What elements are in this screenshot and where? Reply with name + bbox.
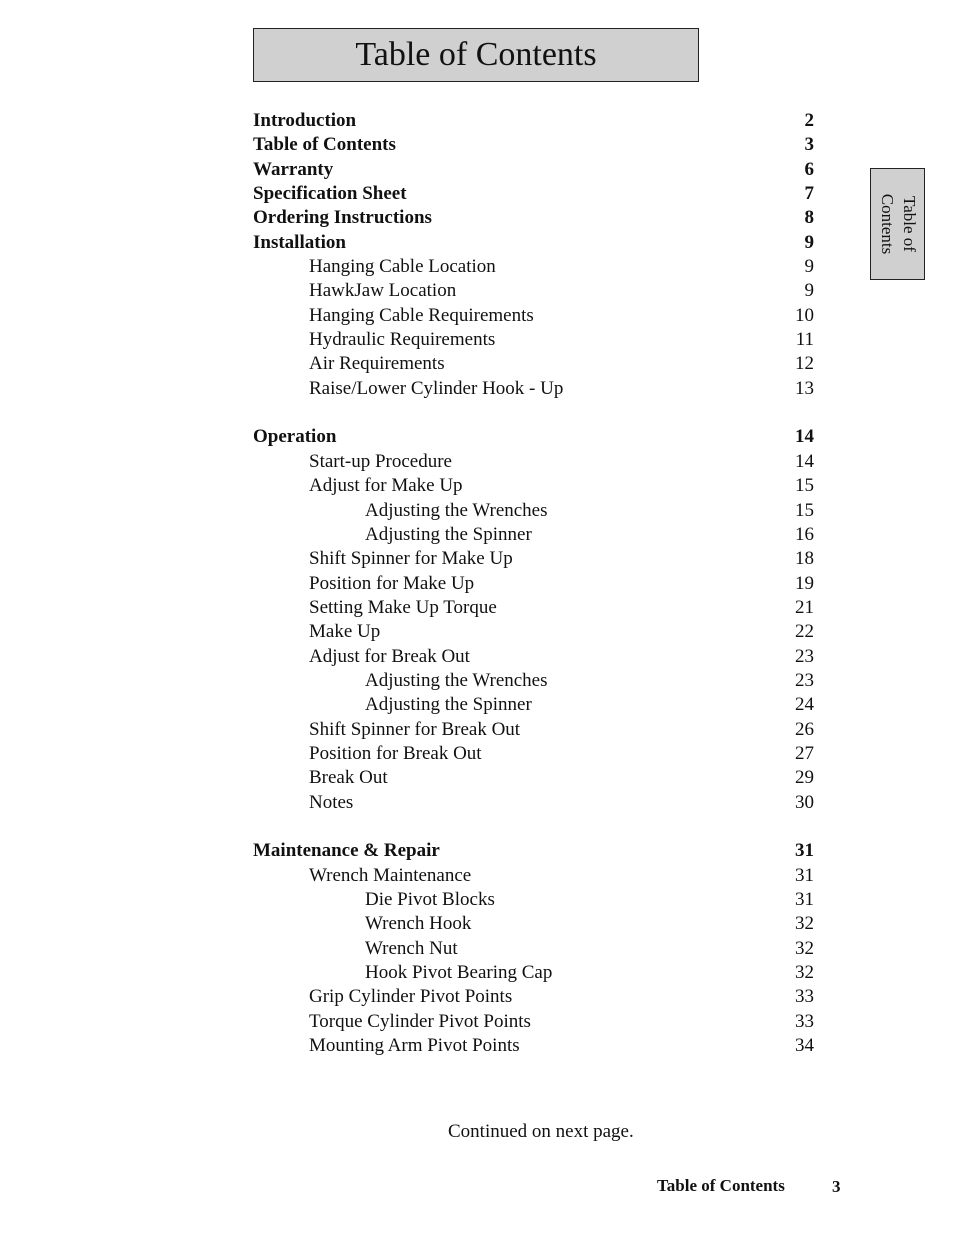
toc-entry-page: 6 [804, 158, 814, 180]
toc-entry[interactable] [253, 669, 814, 693]
toc-list [253, 109, 814, 1058]
toc-entry-page: 7 [804, 183, 814, 205]
toc-entry-label: Start-up Procedure [309, 450, 452, 472]
toc-entry-label: Air Requirements [309, 353, 445, 375]
toc-entry-label: Break Out [309, 767, 388, 789]
toc-entry-page: 12 [795, 353, 814, 375]
toc-entry-label: Operation [253, 426, 337, 448]
toc-entry-page: 9 [804, 256, 814, 278]
toc-entry[interactable] [253, 133, 814, 157]
toc-entry[interactable] [253, 693, 814, 717]
toc-entry-page: 21 [795, 596, 814, 618]
toc-entry-label: Wrench Nut [365, 937, 458, 959]
toc-entry-page: 13 [795, 377, 814, 399]
toc-entry[interactable] [253, 766, 814, 790]
toc-entry-page: 29 [795, 767, 814, 789]
toc-entry-label: Make Up [309, 621, 381, 643]
toc-entry[interactable] [253, 1010, 814, 1034]
toc-entry-label: Adjusting the Spinner [365, 694, 532, 716]
toc-entry-label: Hydraulic Requirements [309, 329, 496, 351]
toc-entry[interactable] [253, 864, 814, 888]
toc-entry[interactable] [253, 596, 814, 620]
toc-entry[interactable] [253, 304, 814, 328]
toc-entry-label: Wrench Maintenance [309, 864, 472, 886]
toc-entry-label: Die Pivot Blocks [365, 889, 495, 910]
toc-entry[interactable] [253, 547, 814, 571]
toc-entry-page: 31 [795, 840, 814, 862]
toc-entry-label: Installation [253, 231, 346, 253]
toc-entry[interactable] [253, 206, 814, 230]
toc-entry[interactable] [253, 645, 814, 669]
toc-entry-page: 9 [804, 231, 814, 253]
toc-entry[interactable] [253, 474, 814, 498]
toc-entry[interactable] [253, 377, 814, 401]
toc-entry-page: 3 [804, 134, 814, 156]
toc-entry-page: 24 [795, 694, 814, 716]
toc-entry[interactable] [253, 961, 814, 985]
toc-entry-label: Shift Spinner for Make Up [309, 548, 513, 570]
toc-entry-label: Shift Spinner for Break Out [309, 718, 521, 740]
toc-entry-page: 32 [795, 913, 814, 935]
toc-entry-label: Hanging Cable Requirements [309, 304, 534, 326]
toc-entry-label: Grip Cylinder Pivot Points [309, 986, 513, 1008]
toc-entry[interactable] [253, 109, 814, 133]
footer-page-number: 3 [832, 1177, 841, 1196]
toc-entry[interactable] [253, 1034, 814, 1058]
toc-entry-label: Adjusting the Wrenches [365, 669, 548, 691]
toc-entry-label: Hook Pivot Bearing Cap [365, 962, 553, 984]
toc-entry[interactable] [253, 450, 814, 474]
toc-entry-page: 16 [795, 523, 814, 545]
toc-entry[interactable] [253, 912, 814, 936]
toc-entry[interactable] [253, 718, 814, 742]
toc-entry[interactable] [253, 352, 814, 376]
toc-entry[interactable] [253, 791, 814, 815]
toc-entry-label: Specification Sheet [253, 183, 407, 205]
section-tab-label: Table of Contents [877, 193, 919, 255]
toc-entry-label: Notes [309, 791, 354, 813]
toc-entry-page: 31 [795, 864, 814, 886]
toc-entry[interactable] [253, 888, 814, 912]
page-title: Table of Contents [253, 28, 699, 82]
toc-entry-page: 23 [795, 645, 814, 667]
toc-entry-page: 22 [795, 621, 814, 643]
toc-entry-page: 10 [795, 304, 814, 326]
continued-note: Continued on next page. [448, 1121, 634, 1142]
toc-entry[interactable] [253, 937, 814, 961]
toc-entry-page: 14 [795, 426, 814, 448]
toc-entry-page: 32 [795, 937, 814, 959]
toc-entry-label: Position for Break Out [309, 742, 482, 764]
toc-entry[interactable] [253, 523, 814, 547]
toc-entry-label: Adjusting the Wrenches [365, 499, 548, 521]
section-tab[interactable] [870, 168, 925, 280]
toc-entry[interactable] [253, 572, 814, 596]
toc-entry-label: Adjust for Make Up [309, 475, 463, 497]
toc-entry-page: 18 [795, 548, 814, 570]
toc-entry[interactable] [253, 182, 814, 206]
toc-entry-page: 34 [795, 1035, 814, 1057]
toc-entry-page: 27 [795, 742, 814, 764]
toc-entry-page: 26 [795, 718, 814, 740]
toc-entry-page: 23 [795, 669, 814, 691]
toc-entry[interactable] [253, 328, 814, 352]
toc-entry-label: Position for Make Up [309, 572, 475, 594]
toc-entry[interactable] [253, 231, 814, 255]
toc-entry[interactable] [253, 620, 814, 644]
toc-entry-page: 30 [795, 791, 814, 813]
toc-entry-page: 19 [795, 572, 814, 594]
toc-entry-label: Wrench Hook [365, 913, 472, 935]
toc-entry-label: Hanging Cable Location [309, 256, 496, 278]
toc-entry-label: Maintenance & Repair [253, 840, 440, 862]
toc-entry[interactable] [253, 985, 814, 1009]
toc-entry-label: Introduction [253, 110, 357, 131]
toc-entry-page: 32 [795, 962, 814, 984]
toc-entry-page: 33 [795, 1010, 814, 1032]
toc-entry-page: 9 [804, 280, 814, 302]
toc-entry[interactable] [253, 742, 814, 766]
toc-entry-label: Setting Make Up Torque [309, 596, 497, 618]
toc-entry-label: Adjusting the Spinner [365, 523, 532, 545]
toc-entry-label: HawkJaw Location [309, 280, 457, 302]
toc-entry-page: 15 [795, 475, 814, 497]
toc-entry-label: Table of Contents [253, 134, 396, 156]
toc-entry-label: Ordering Instructions [253, 207, 432, 229]
toc-entry[interactable] [253, 425, 814, 449]
toc-entry-label: Mounting Arm Pivot Points [309, 1035, 520, 1057]
toc-entry-label: Warranty [253, 158, 334, 180]
toc-entry-page: 14 [795, 450, 814, 472]
toc-entry[interactable] [253, 279, 814, 303]
toc-entry-page: 2 [804, 110, 814, 131]
toc-entry-page: 15 [795, 499, 814, 521]
toc-entry-page: 31 [795, 889, 814, 910]
toc-entry-page: 33 [795, 986, 814, 1008]
toc-entry-label: Torque Cylinder Pivot Points [309, 1010, 531, 1032]
toc-entry-page: 11 [795, 329, 814, 351]
toc-entry-label: Adjust for Break Out [309, 645, 470, 667]
toc-entry-page: 8 [804, 207, 814, 229]
toc-entry[interactable] [253, 255, 814, 279]
footer-section-label: Table of Contents [657, 1176, 785, 1195]
toc-entry-label: Raise/Lower Cylinder Hook - Up [309, 377, 564, 399]
toc-entry[interactable] [253, 158, 814, 182]
toc-entry[interactable] [253, 839, 814, 863]
toc-entry[interactable] [253, 499, 814, 523]
